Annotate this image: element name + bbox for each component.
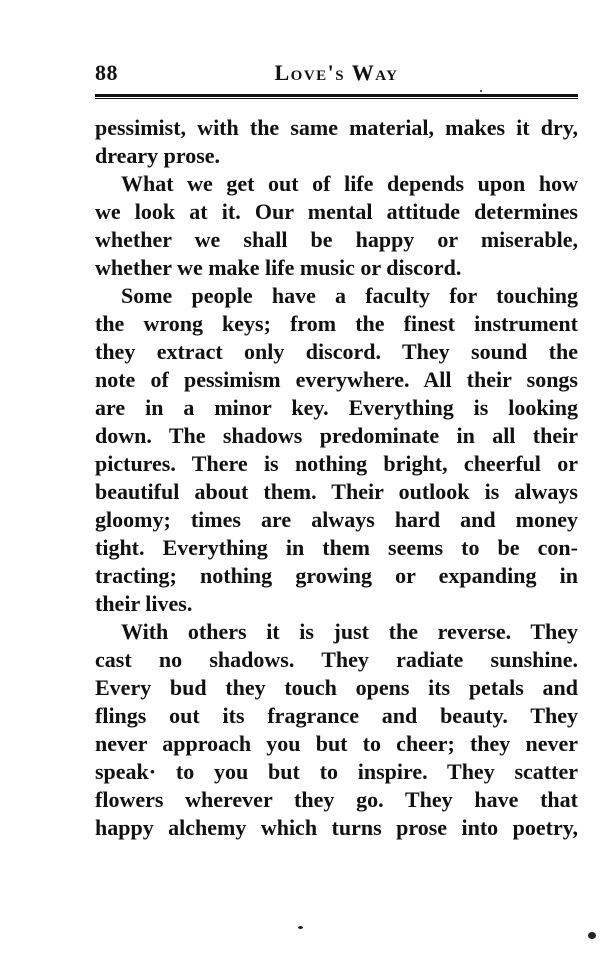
text-line: cast no shadows. They radiate sunshine. bbox=[95, 647, 578, 672]
text-line: note of pessimism everywhere. All their songs bbox=[95, 367, 578, 392]
text-line: What we get out of life depends upon how bbox=[121, 171, 578, 196]
text-line: flings out its fragrance and beauty. They bbox=[95, 703, 578, 728]
text-line: their lives. bbox=[95, 591, 193, 616]
page-header bbox=[95, 60, 578, 90]
text-line: Some people have a faculty for touching bbox=[121, 283, 578, 308]
text-line: dreary prose. bbox=[95, 143, 221, 168]
text-line: Every bud they touch opens its petals and bbox=[95, 675, 578, 700]
text-line: never approach you but to cheer; they never bbox=[95, 731, 578, 756]
text-line: With others it is just the reverse. They bbox=[121, 619, 578, 644]
header-rule bbox=[95, 94, 578, 99]
page-number: 88 bbox=[95, 60, 118, 85]
text-line: tracting; nothing growing or expanding in bbox=[95, 563, 578, 588]
text-line: whether we shall be happy or miserable, bbox=[95, 227, 578, 252]
text-line: beautiful about them. Their outlook is always bbox=[95, 479, 578, 504]
text-line: pessimist, with the same material, makes it dry, bbox=[95, 115, 578, 140]
print-speck bbox=[480, 90, 482, 92]
text-line: gloomy; times are always hard and money bbox=[95, 507, 578, 532]
text-line: the wrong keys; from the finest instrument bbox=[95, 311, 578, 336]
text-line: pictures. There is nothing bright, cheerful or bbox=[95, 451, 578, 476]
text-line: flowers wherever they go. They have that bbox=[95, 787, 578, 812]
text-line: whether we make life music or discord. bbox=[95, 255, 462, 280]
text-line: they extract only discord. They sound the bbox=[95, 339, 578, 364]
print-speck bbox=[588, 932, 596, 939]
text-line: tight. Everything in them seems to be con- bbox=[95, 535, 578, 560]
text-line: speak· to you but to inspire. They scatter bbox=[95, 759, 578, 784]
text-line: happy alchemy which turns prose into poetry, bbox=[95, 815, 578, 840]
text-line: down. The shadows predominate in all their bbox=[95, 423, 578, 448]
body-text bbox=[95, 114, 578, 842]
print-speck bbox=[298, 926, 303, 929]
text-line: we look at it. Our mental attitude determines bbox=[95, 199, 578, 224]
text-line: are in a minor key. Everything is looking bbox=[95, 395, 578, 420]
running-title: Love's Way bbox=[274, 60, 399, 85]
